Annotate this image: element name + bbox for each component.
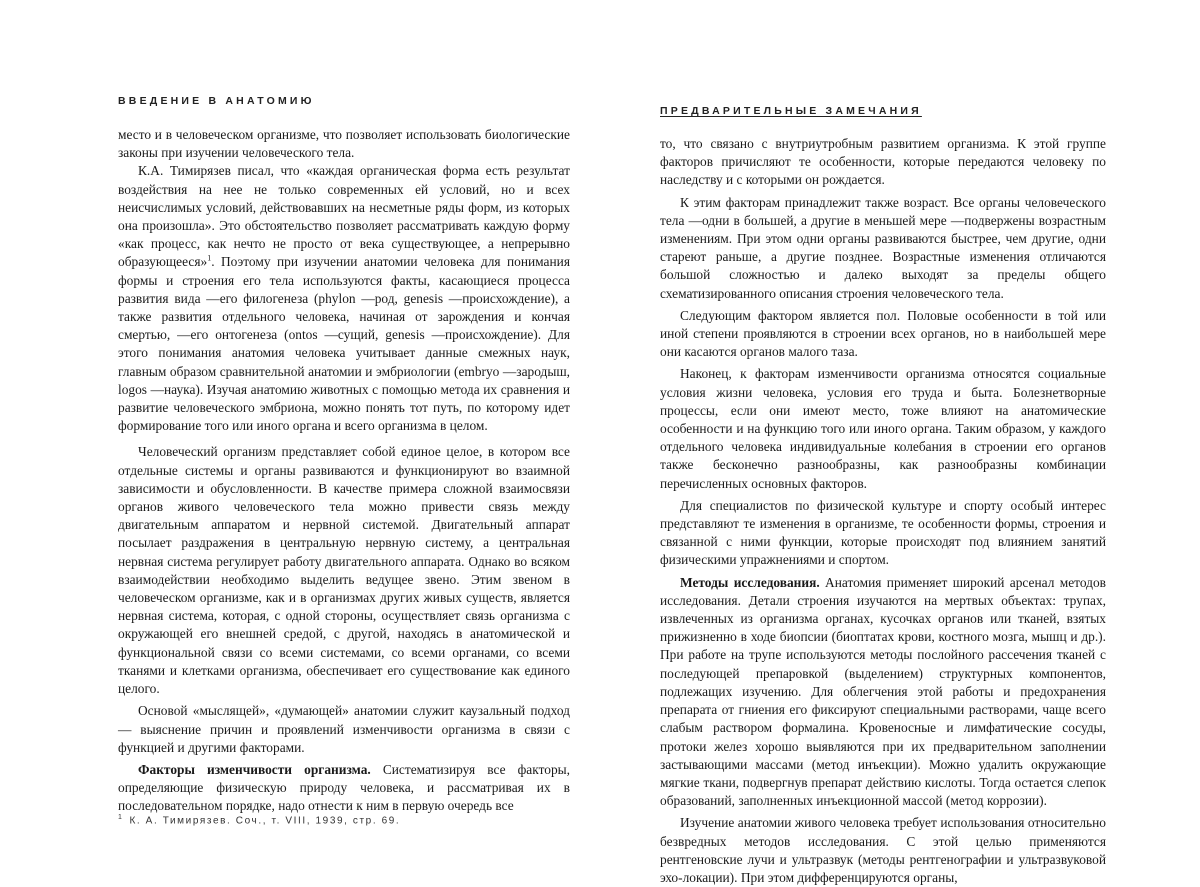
right-paragraph-6-rest: Анатомия применяет широкий арсенал методов исследования. Детали строения изучаются на мертвых объектах: трупах, извлеченных из организма органах, кусочках органов или тканей, взятых прижизненно в ходе биопсии (биоптатах крови, костного мозга, мышц и др.). При работе на трупе используются методы послойного рассечения тканей с последующей препаровкой (выделением) структурных компонентов, подлежащих изучению. Для облегчения этой работы и предохранения препарата от гниения его фиксируют специальными растворами, чаще всего слабым раствором формалина. Кровеносные и лимфатические сосуды, протоки желез хорошо выявляются при их предварительном заполнении застывающими массами (метод инъекции). Можно удалить окружающие мягкие ткани, подвергнув препарат действию кислоты. Тогда остается слепок образований, заполненных инъекционной массой (метод коррозии).: [660, 574, 1106, 809]
section-heading-factors: Факторы изменчивости организма.: [138, 761, 371, 777]
right-paragraph-1: то, что связано с внутриутробным развитием организма. К этой группе факторов причисляют те особенности, которые передаются человеку по наследству и с которыми он рождается.: [660, 136, 1106, 188]
footnote: [118, 814, 400, 826]
section-heading-methods: Методы исследования.: [680, 574, 820, 590]
left-paragraph-2-text: К.А. Тимирязев писал, что «каждая органическая форма есть результат воздействия на нее не только современных ей условий, но и всех неисчислимых условий, действовавших на несметные ряды форм, из которых она произошла». Это обстоятельство позволяет рассматривать каждую форму «как процесс, как нечто не просто от века существующее, а непрерывно образующееся»: [118, 163, 570, 270]
running-head-left: ВВЕДЕНИЕ В АНАТОМИЮ: [118, 95, 315, 107]
footnote-text: К. А. Тимирязев. Соч., т. VIII, 1939, стр. 69.: [129, 815, 401, 827]
right-paragraph-3: Следующим фактором является пол. Половые особенности в той или иной степени проявляются в строении всех органов, но в наибольшей мере они касаются органов малого таза.: [660, 307, 1106, 360]
left-page-body: [118, 126, 570, 816]
footnote-mark: 1: [118, 814, 124, 821]
left-paragraph-3: Человеческий организм представляет собой единое целое, в котором все отдельные системы и органы развиваются и функционируют во взаимной зависимости и обусловленности. В качестве примера сложной взаимосвязи органов живого человеческого тела можно привести связь между двигательным аппаратом и нервной системой. Двигательный аппарат посылает раздражения в центральную нервную систему, а центральная нервная система регулирует работу двигательного аппарата. Однако во всяком взаимодействии необходимо выделить ведущее звено. Этим звеном в человеческом организме, как и в организмах других живых существ, является нервная система, которая, с одной стороны, осуществляет связь организма с окружающей его внешней средой, с другой, находясь в анатомической и функциональной связи со всеми системами, со всеми органами, со всеми тканями и клетками организма, обеспечивает его существование как единого целого.: [118, 444, 570, 697]
right-paragraph-6: [660, 574, 1106, 811]
running-head-right: ПРЕДВАРИТЕЛЬНЫЕ ЗАМЕЧАНИЯ: [660, 105, 922, 117]
left-paragraph-2-rest: . Поэтому при изучении анатомии человека для понимания формы и строения его тела используются факты, касающиеся процесса развития вида —его филогенеза (phylon —род, genesis —происхождение), а также развития отдельного человека, начиная от зарождения и кончая смертью, —его онтогенеза (ontos —сущий, genesis —происхождение). Для этого понимания анатомия человека учитывает данные смежных наук, главным образом сравнительной анатомии и эмбриологии (embryo —зародыш, logos —наука). Изучая анатомию животных с помощью метода их сравнения и развитие человеческого эмбриона, можно понять тот путь, по которому идет формирование того или иного органа и всего организма в целом.: [118, 254, 570, 434]
footnote-reference: 1: [207, 253, 212, 263]
left-paragraph-5: [118, 761, 570, 816]
left-paragraph-5-rest: Систематизируя все факторы, определяющие физическую природу человека, и рассматривая их в последовательном порядке, надо отнести к ним в первую очередь все: [118, 761, 570, 814]
left-paragraph-2: [118, 162, 570, 435]
right-paragraph-4: Наконец, к факторам изменчивости организма относятся социальные условия жизни человека, условия его труда и быта. Болезнетворные процессы, если они имеют место, тоже влияют на анатомические особенности и на функцию того или иного органа. Таким образом, у каждого отдельного человека индивидуальные колебания в строении его органов также бесконечно разнообразны, как разнообразны комбинации перечисленных основных факторов.: [660, 366, 1106, 491]
left-paragraph-1: место и в человеческом организме, что позволяет использовать биологические законы при изучении человеческого тела.: [118, 127, 570, 161]
left-paragraph-4: Основой «мыслящей», «думающей» анатомии служит каузальный подход — выяснение причин и проявлений изменчивости организма в связи с функцией и другими факторами.: [118, 703, 570, 755]
right-page-body: [660, 135, 1106, 887]
right-paragraph-2: К этим факторам принадлежит также возраст. Все органы человеческого тела —одни в большей, а другие в меньшей мере —подвержены возрастным изменениям. При этом одни органы развиваются быстрее, чем другие, одни стареют раньше, а другие позднее. Возрастные изменения отличаются большой сложностью и далеко выходят за пределы общего схематизированного описания строения человеческого тела.: [660, 194, 1106, 301]
right-paragraph-7: Изучение анатомии живого человека требует использования относительно безвредных методов исследования. С этой целью применяются рентгеновские лучи и ультразвук (методы рентгенографии и ультразвуковой эхо-локации). При этом дифференцируются органы,: [660, 815, 1106, 885]
right-paragraph-5: Для специалистов по физической культуре и спорту особый интерес представляют те изменения в организме, те особенности формы, строения и связанной с ними функции, которые происходят под влиянием занятий физическими упражнениями и спортом.: [660, 497, 1106, 568]
